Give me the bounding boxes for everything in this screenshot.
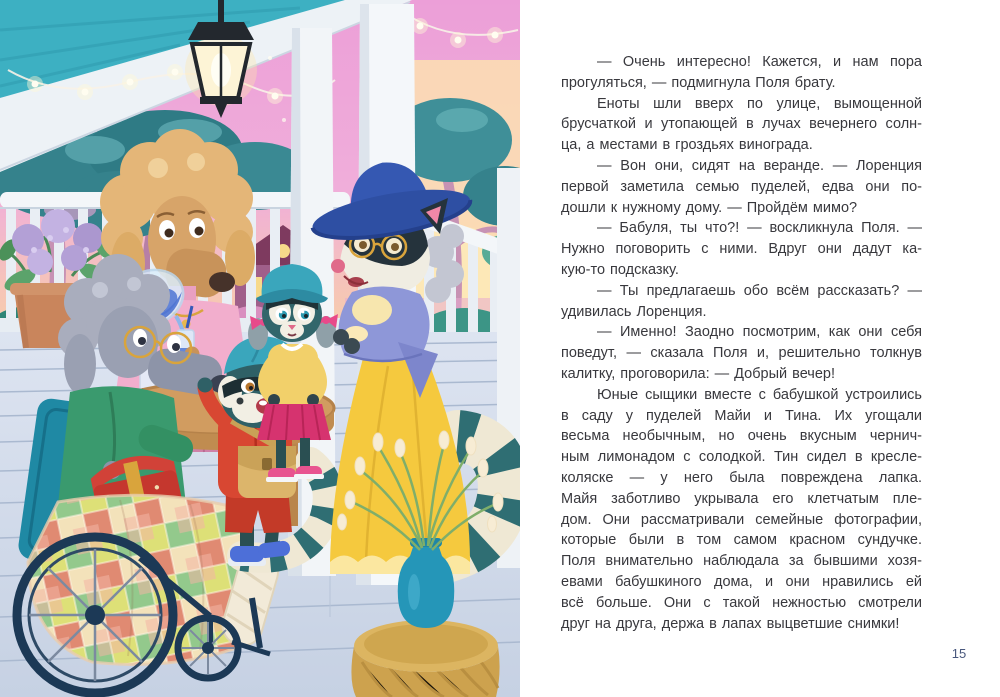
wicker-stool bbox=[351, 620, 499, 697]
story-line: Поля внимательно наблюдала за бывшими хозя- bbox=[561, 553, 922, 570]
story-line: коляске — у него была повреждена лапка. bbox=[561, 469, 922, 486]
story-line: удивилась Лоренция. bbox=[561, 303, 707, 320]
story-line: Еноты шли вверх по улице, вымощенной bbox=[597, 95, 922, 112]
story-line: которые были в том самом красном сундучке. bbox=[561, 532, 922, 549]
story-line: — Очень интересно! Кажется, и нам пора bbox=[597, 54, 922, 70]
story-line: весьма необычным, но очень вкусным чернич- bbox=[561, 428, 922, 445]
story-line: — Вон они, сидят на веранде. — Лоренция bbox=[597, 157, 922, 174]
story-line: поведут, — сказала Поля и, решительно толкнув bbox=[561, 345, 922, 362]
story-line: Майя заботливо укрывала его клетчатым пле- bbox=[561, 490, 922, 507]
page-number: 15 bbox=[951, 646, 967, 661]
story-line: ца, а местами в гроздьях винограда. bbox=[561, 137, 813, 154]
story-line: прогуляться, — подмигнула Поля брату. bbox=[561, 74, 836, 91]
story-line: первой заметила семью пуделей, едва они по- bbox=[561, 178, 922, 195]
story-line: Нужно поговорить с ними. Вдруг они дадут ка- bbox=[561, 241, 922, 258]
story-line: дошли к нужному дому. — Пройдём мимо? bbox=[561, 199, 858, 216]
story-line: евами бабушкиного дома, и они нравились ей bbox=[561, 573, 922, 590]
story-line: всё больше. Они с такой нежностью смотрели bbox=[561, 594, 922, 611]
story-line: друг на друга, держа в лапах выцветшие снимки! bbox=[561, 615, 900, 632]
story-line: — Ты предлагаешь обо всём рассказать? — bbox=[597, 282, 922, 299]
story-line: брусчаткой и утопающей в лучах вечернего солн- bbox=[561, 116, 922, 133]
story-line: дом. Они рассматривали семейные фотографии, bbox=[561, 511, 922, 528]
story-line: Юные сыщики вместе с бабушкой устроились bbox=[597, 386, 922, 403]
story-line: калитку, проговорила: — Добрый вечер! bbox=[561, 365, 835, 382]
story-line: в саду у пуделей Майи и Тина. Их угощали bbox=[561, 407, 922, 424]
story-line: — Бабуля, ты что?! — воскликнула Поля. — bbox=[597, 220, 922, 237]
story-line: кую-то подсказку. bbox=[561, 261, 679, 278]
story-text bbox=[561, 52, 922, 634]
story-line: ным лимонадом с солодкой. Тин сидел в кресле- bbox=[561, 449, 922, 466]
story-line: — Именно! Заодно посмотрим, как они себя bbox=[597, 324, 922, 341]
